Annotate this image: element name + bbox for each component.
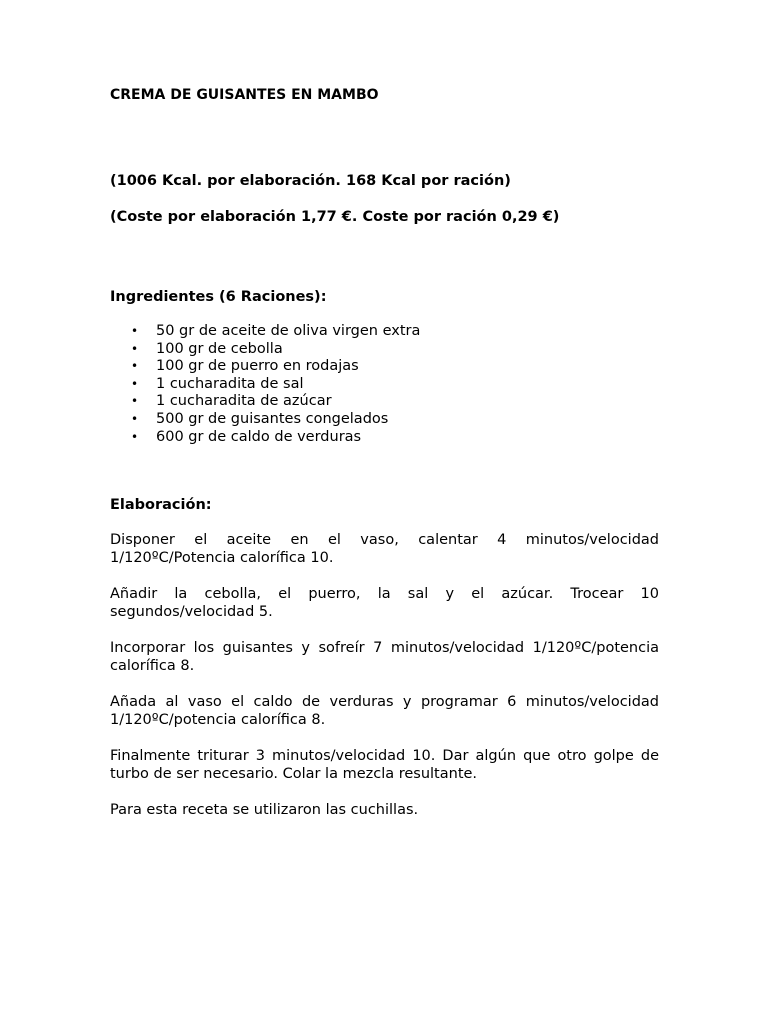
calories-info: (1006 Kcal. por elaboración. 168 Kcal por ración) (110, 173, 511, 189)
elaboration-step: Finalmente triturar 3 minutos/velocidad 10. Dar algún que otro golpe de turbo de ser necesario. Colar la mezcla resultante. (110, 748, 659, 783)
cost-info: (Coste por elaboración 1,77 €. Coste por ración 0,29 €) (110, 209, 560, 225)
ingredient-item: • 600 gr de caldo de verduras (110, 429, 659, 447)
elaboration-step: Incorporar los guisantes y sofreír 7 minutos/velocidad 1/120ºC/potencia calorífica 8. (110, 640, 659, 675)
recipe-title: CREMA DE GUISANTES EN MAMBO (110, 87, 379, 103)
ingredient-item: • 500 gr de guisantes congelados (110, 411, 659, 429)
ingredient-item: • 50 gr de aceite de oliva virgen extra (110, 323, 659, 341)
ingredients-heading: Ingredientes (6 Raciones): (110, 289, 327, 305)
ingredient-item: • 100 gr de cebolla (110, 341, 659, 359)
elaboration-step: Para esta receta se utilizaron las cuchillas. (110, 802, 419, 819)
elaboration-step: Añada al vaso el caldo de verduras y programar 6 minutos/velocidad 1/120ºC/potencia calorífica 8. (110, 694, 659, 729)
elaboration-heading: Elaboración: (110, 497, 212, 514)
elaboration-step: Disponer el aceite en el vaso, calentar 4 minutos/velocidad 1/120ºC/Potencia calorífica 10. (110, 532, 659, 567)
ingredient-item: • 1 cucharadita de sal (110, 376, 659, 394)
ingredient-item: • 1 cucharadita de azúcar (110, 393, 659, 411)
ingredient-item: • 100 gr de puerro en rodajas (110, 358, 659, 376)
ingredients-list (110, 323, 659, 446)
recipe-content (110, 86, 659, 819)
elaboration-step: Añadir la cebolla, el puerro, la sal y el azúcar. Trocear 10 segundos/velocidad 5. (110, 586, 659, 621)
